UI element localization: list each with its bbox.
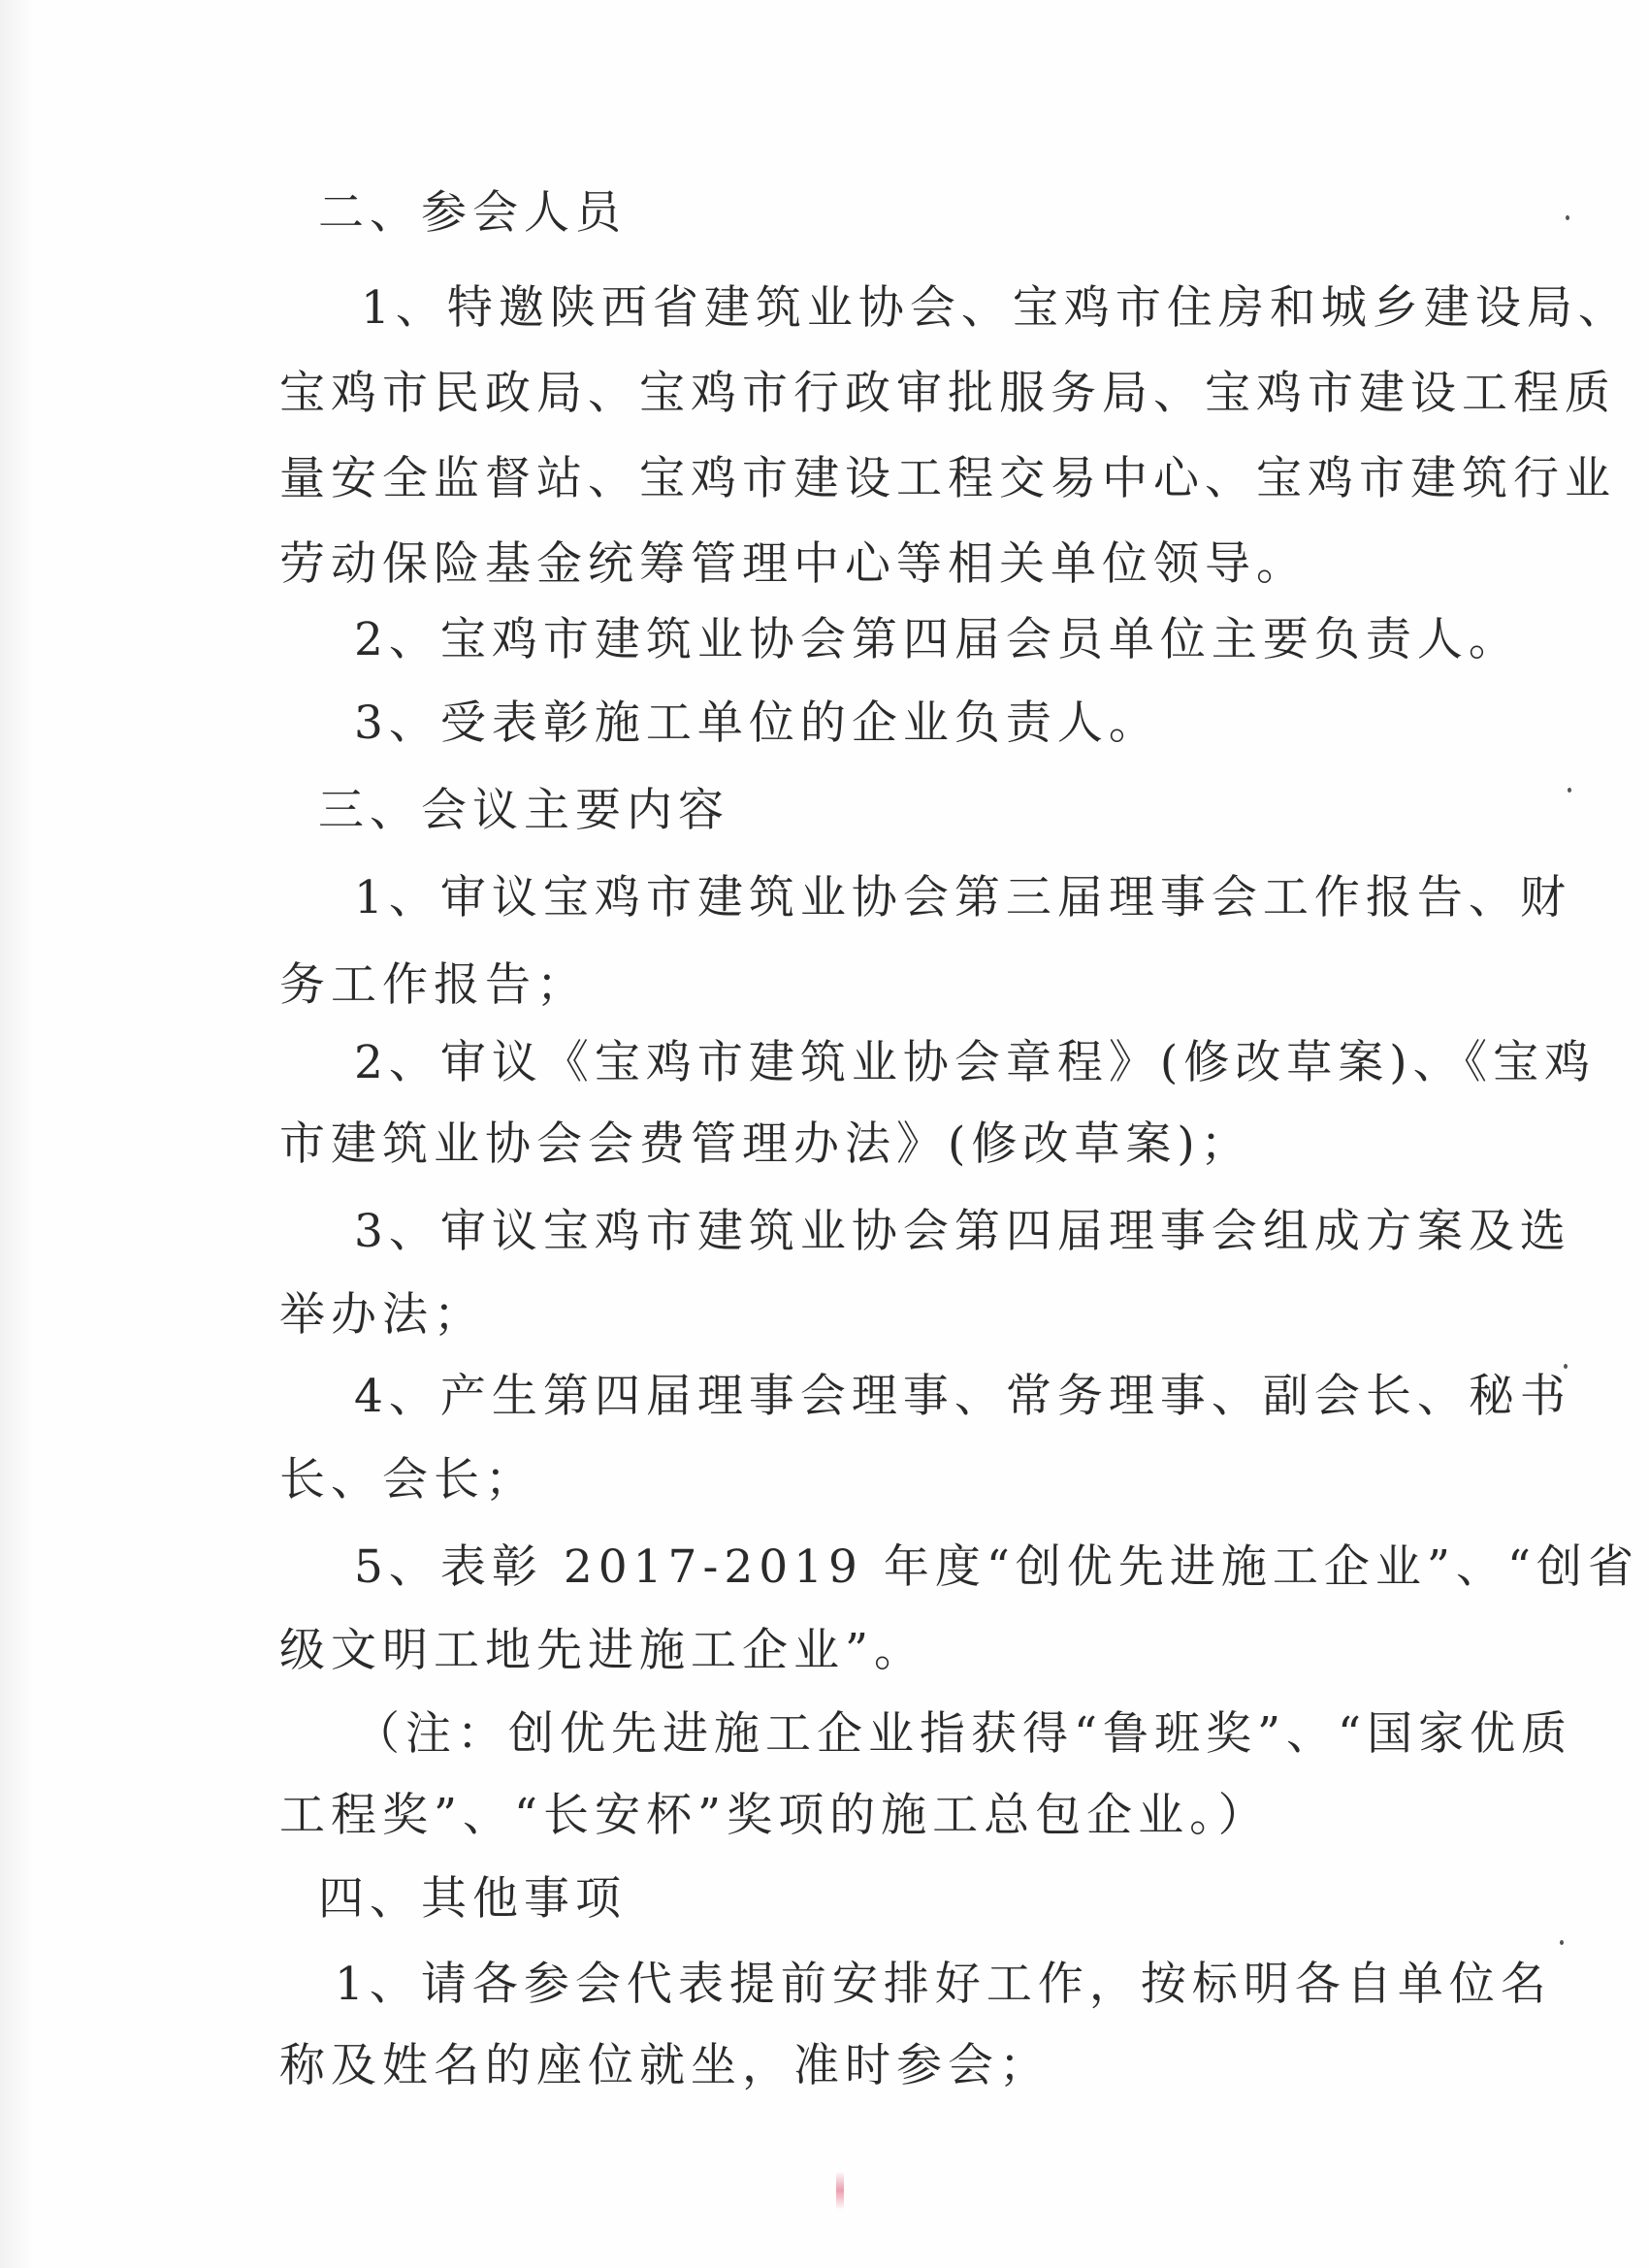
paragraph-line: 2、宝鸡市建筑业协会第四届会员单位主要负责人。 <box>354 613 1520 666</box>
paragraph-line: 举办法； <box>279 1288 485 1342</box>
paragraph-line: 劳动保险基金统筹管理中心等相关单位领导。 <box>279 537 1308 591</box>
paragraph-line: 3、审议宝鸡市建筑业协会第四届理事会组成方案及选 <box>354 1205 1571 1258</box>
paragraph-line: 1、请各参会代表提前安排好工作，按标明各自单位名 <box>335 1958 1552 2011</box>
scan-speck <box>1566 215 1569 220</box>
paragraph-line: 1、特邀陕西省建筑业协会、宝鸡市住房和城乡建设局、 <box>361 281 1630 335</box>
section-heading-attendees: 二、参会人员 <box>318 186 627 240</box>
scan-speck <box>1568 788 1571 793</box>
scan-edge-shadow <box>0 0 35 2268</box>
stamp-fragment <box>836 2171 844 2210</box>
paragraph-line: 市建筑业协会会费管理办法》(修改草案)； <box>279 1118 1252 1171</box>
paragraph-line: 长、会长； <box>279 1453 536 1507</box>
scan-speck <box>1564 1364 1568 1369</box>
paragraph-line: 4、产生第四届理事会理事、常务理事、副会长、秘书 <box>354 1370 1571 1423</box>
paragraph-line: 级文明工地先进施工企业”。 <box>279 1624 926 1677</box>
note-line: （注：创优先进施工企业指获得“鲁班奖”、“国家优质 <box>354 1707 1573 1761</box>
section-heading-other-matters: 四、其他事项 <box>318 1872 627 1926</box>
paragraph-line: 5、表彰 2017-2019 年度“创优先进施工企业”、“创省 <box>354 1540 1639 1594</box>
paragraph-line: 2、审议《宝鸡市建筑业协会章程》(修改草案)、《宝鸡 <box>354 1036 1597 1089</box>
scan-speck <box>1560 1940 1564 1945</box>
paragraph-line: 量安全监督站、宝鸡市建设工程交易中心、宝鸡市建筑行业 <box>279 452 1616 505</box>
section-heading-agenda: 三、会议主要内容 <box>318 784 729 837</box>
paragraph-line: 3、受表彰施工单位的企业负责人。 <box>354 697 1160 750</box>
paragraph-line: 务工作报告； <box>279 958 588 1012</box>
paragraph-line: 1、审议宝鸡市建筑业协会第三届理事会工作报告、财 <box>354 871 1571 924</box>
note-line: 工程奖”、“长安杯”奖项的施工总包企业。） <box>279 1789 1270 1842</box>
paragraph-line: 称及姓名的座位就坐，准时参会； <box>279 2039 1051 2092</box>
paragraph-line: 宝鸡市民政局、宝鸡市行政审批服务局、宝鸡市建设工程质 <box>279 367 1616 420</box>
